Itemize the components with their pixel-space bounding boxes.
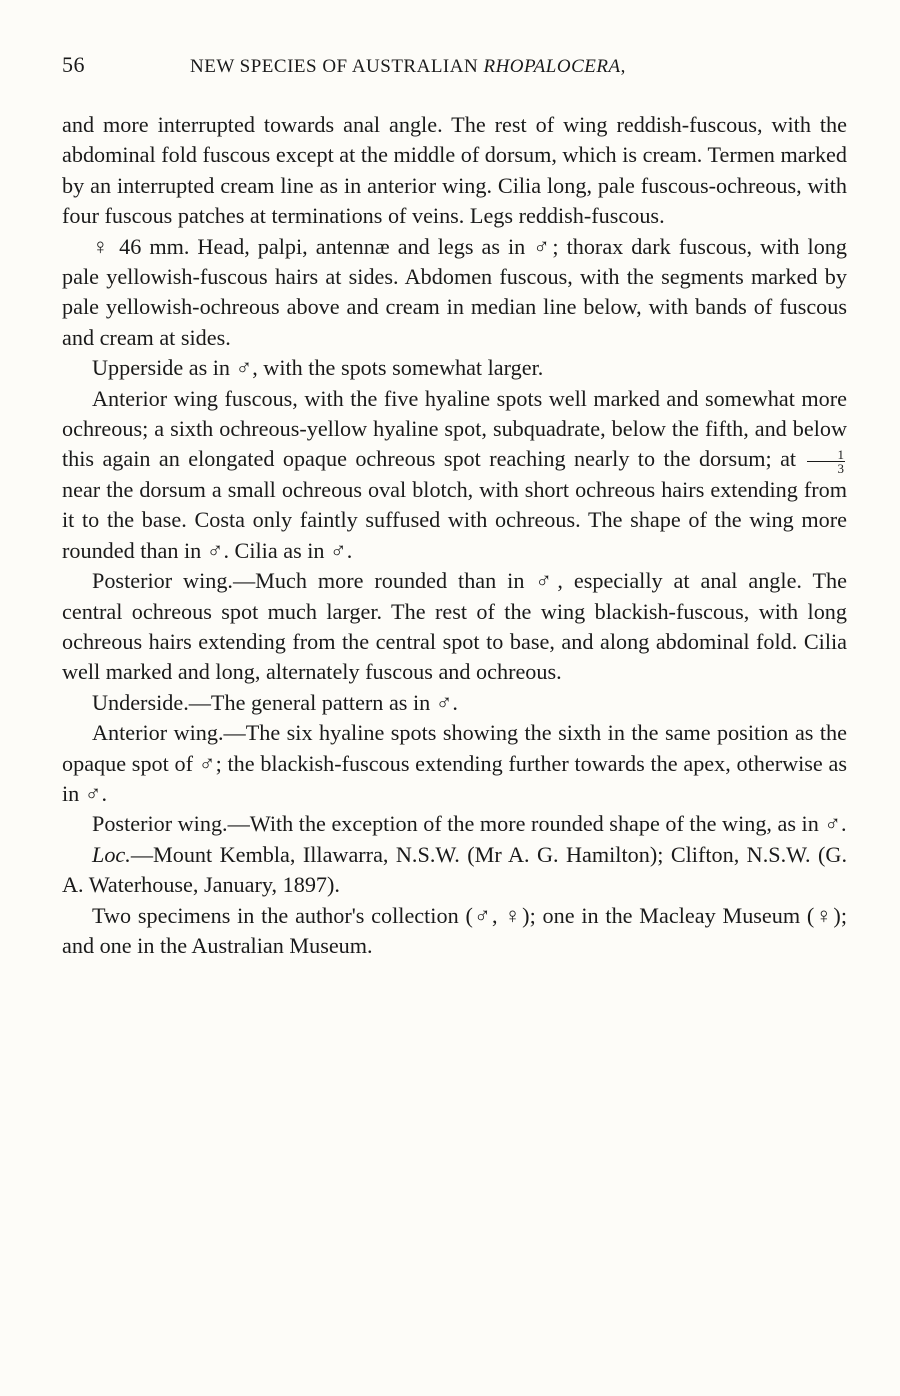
paragraph-female-description: ♀ 46 mm. Head, palpi, antennæ and legs as in ♂; thorax dark fuscous, with long pale yellowish-fuscous hairs at sides. Abdomen fuscous, with the segments marked by pale yellowish-ochreous above and cream in median line below, with bands of fuscous and cream at sides. xyxy=(62,233,847,350)
running-title-comma: , xyxy=(620,56,626,77)
paragraph-anterior-wing xyxy=(62,384,847,566)
paragraph-upperside: Upperside as in ♂, with the spots somewhat larger. xyxy=(92,355,544,381)
body-text xyxy=(62,110,847,961)
anterior-wing-text-b: near the dorsum a small ochreous oval blotch, with short ochreous hairs extending from it to the base. Costa only faintly suffused with ochreous. The shape of the wing more rounded than in ♂. Cilia as in ♂. xyxy=(62,476,847,563)
locality-label: Loc. xyxy=(92,841,131,867)
paragraph-underside-anterior: Anterior wing.—The six hyaline spots showing the sixth in the same position as the opaque spot of ♂; the blackish-fuscous extending further towards the apex, otherwise as in ♂. xyxy=(62,720,847,806)
paragraph-underside: Underside.—The general pattern as in ♂. xyxy=(92,689,458,715)
paragraph-locality xyxy=(62,840,847,901)
running-title-italic: RHOPALOCERA xyxy=(483,56,621,77)
anterior-wing-text-a: Anterior wing fuscous, with the five hyaline spots well marked and somewhat more ochreous; a sixth ochreous-yellow hyaline spot, subquadrate, below the fifth, and below this again an elongated opaque ochreous spot reaching nearly to the dorsum; at xyxy=(62,385,847,472)
fraction-one-third xyxy=(807,448,846,475)
running-title: NEW SPECIES OF AUSTRALIAN xyxy=(190,56,484,77)
fraction-denominator: 3 xyxy=(837,460,844,476)
paragraph-continuation: and more interrupted towards anal angle. The rest of wing reddish-fuscous, with the abdominal fold fuscous except at the middle of dorsum, which is cream. Termen marked by an interrupted cream line as in anterior wing. Cilia long, pale fuscous-ochreous, with four fuscous patches at terminations of veins. Legs reddish-fuscous. xyxy=(62,112,847,229)
locality-text: —Mount Kembla, Illawarra, N.S.W. (Mr A. G. Hamilton); Clifton, N.S.W. (G. A. Waterhouse, January, 1897). xyxy=(62,841,847,898)
paragraph-specimens: Two specimens in the author's collection (♂, ♀); one in the Macleay Museum (♀); and one in the Australian Museum. xyxy=(62,902,847,958)
running-header xyxy=(62,52,852,78)
fraction-numerator: 1 xyxy=(807,448,846,462)
paragraph-posterior-wing: Posterior wing.—Much more rounded than in ♂, especially at anal angle. The central ochreous spot much larger. The rest of the wing blackish-fuscous, with long ochreous hairs extending from the central spot to base, and along abdominal fold. Cilia well marked and long, alternately fuscous and ochreous. xyxy=(62,568,847,685)
page-number: 56 xyxy=(62,52,85,77)
paragraph-underside-posterior: Posterior wing.—With the exception of the more rounded shape of the wing, as in ♂. xyxy=(92,811,847,837)
